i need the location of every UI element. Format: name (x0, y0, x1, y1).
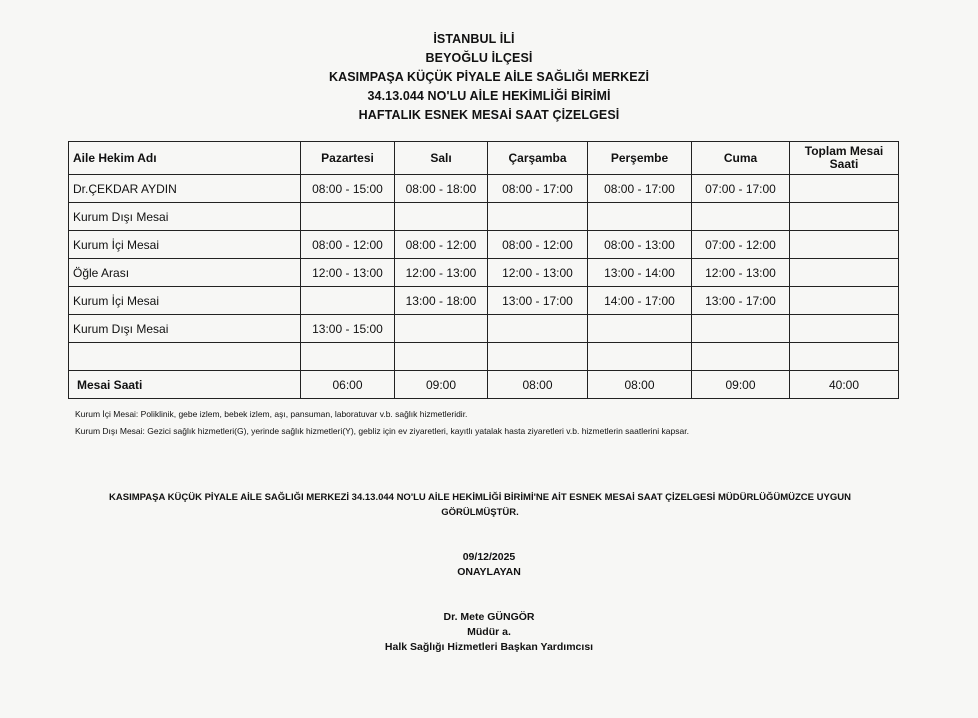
time-cell: 13:00 - 17:00 (488, 287, 588, 315)
time-cell (790, 259, 899, 287)
column-header: Perşembe (588, 142, 692, 175)
footnotes (75, 406, 689, 440)
approval-block (0, 550, 978, 580)
time-cell (301, 287, 395, 315)
time-cell (301, 343, 395, 371)
header-province: İSTANBUL İLİ (433, 32, 515, 46)
time-cell: 13:00 - 14:00 (588, 259, 692, 287)
table-row (69, 259, 899, 287)
time-cell (790, 175, 899, 203)
column-header: Aile Hekim Adı (69, 142, 301, 175)
header-district: BEYOĞLU İLÇESİ (425, 51, 533, 65)
time-cell: 08:00 - 17:00 (588, 175, 692, 203)
column-header: Salı (395, 142, 488, 175)
time-cell: 08:00 - 12:00 (395, 231, 488, 259)
time-cell: 08:00 - 12:00 (488, 231, 588, 259)
time-cell (588, 203, 692, 231)
time-cell (790, 287, 899, 315)
time-cell: 08:00 - 18:00 (395, 175, 488, 203)
table-row (69, 315, 899, 343)
time-cell (790, 231, 899, 259)
footnote-external: Kurum Dışı Mesai: Gezici sağlık hizmetleri(G), yerinde sağlık hizmetleri(Y), gebliz için ev ziyaretleri, kayıtlı yatalak hasta ziyaretleri v.b. hizmetlerin saatlerini kapsar. (75, 426, 689, 436)
time-cell: 12:00 - 13:00 (692, 259, 790, 287)
row-label: Kurum Dışı Mesai (69, 315, 301, 343)
table-row (69, 287, 899, 315)
time-cell: 08:00 - 13:00 (588, 231, 692, 259)
time-cell: 08:00 - 12:00 (301, 231, 395, 259)
row-label: Dr.ÇEKDAR AYDIN (69, 175, 301, 203)
row-label: Kurum Dışı Mesai (69, 203, 301, 231)
row-label: Kurum İçi Mesai (69, 287, 301, 315)
total-cell: 06:00 (301, 371, 395, 399)
time-cell: 12:00 - 13:00 (395, 259, 488, 287)
table-row (69, 203, 899, 231)
time-cell: 08:00 - 17:00 (488, 175, 588, 203)
time-cell: 07:00 - 17:00 (692, 175, 790, 203)
time-cell (790, 343, 899, 371)
total-cell: 40:00 (790, 371, 899, 399)
approver-label: ONAYLAYAN (457, 566, 521, 578)
footnote-internal: Kurum İçi Mesai: Poliklinik, gebe izlem, bebek izlem, aşı, pansuman, laboratuvar v.b. sağlık hizmetleridir. (75, 409, 468, 419)
total-cell: 09:00 (692, 371, 790, 399)
total-label: Mesai Saati (69, 371, 301, 399)
time-cell (488, 343, 588, 371)
time-cell (692, 315, 790, 343)
time-cell (395, 203, 488, 231)
row-label (69, 343, 301, 371)
table-header-row (69, 142, 899, 175)
row-label: Öğle Arası (69, 259, 301, 287)
time-cell (692, 343, 790, 371)
time-cell (588, 315, 692, 343)
signatory-block (0, 610, 978, 655)
document-header (0, 30, 978, 125)
time-cell (488, 203, 588, 231)
time-cell (488, 315, 588, 343)
schedule-table (68, 141, 899, 399)
time-cell (790, 315, 899, 343)
column-header: Toplam Mesai Saati (790, 142, 899, 175)
signatory-position: Halk Sağlığı Hizmetleri Başkan Yardımcısı (384, 641, 594, 653)
total-cell: 09:00 (395, 371, 488, 399)
approval-statement: KASIMPAŞA KÜÇÜK PİYALE AİLE SAĞLIĞI MERKEZİ 34.13.044 NO'LU AİLE HEKİMLİĞİ BİRİMİ'NE AİT ESNEK MESAİ SAAT ÇİZELGESİ MÜDÜRLÜĞÜMÜZCE UYGUN GÖRÜLMÜŞTÜR. (109, 492, 851, 518)
time-cell: 13:00 - 15:00 (301, 315, 395, 343)
time-cell (588, 343, 692, 371)
table-row (69, 343, 899, 371)
time-cell (395, 343, 488, 371)
signatory-title: Müdür a. (467, 626, 511, 638)
row-label: Kurum İçi Mesai (69, 231, 301, 259)
total-cell: 08:00 (488, 371, 588, 399)
time-cell: 13:00 - 17:00 (692, 287, 790, 315)
time-cell: 08:00 - 15:00 (301, 175, 395, 203)
header-health-center: KASIMPAŞA KÜÇÜK PİYALE AİLE SAĞLIĞI MERKEZİ (328, 70, 650, 84)
time-cell: 07:00 - 12:00 (692, 231, 790, 259)
column-header: Pazartesi (301, 142, 395, 175)
time-cell: 12:00 - 13:00 (488, 259, 588, 287)
time-cell (301, 203, 395, 231)
header-unit: 34.13.044 NO'LU AİLE HEKİMLİĞİ BİRİMİ (367, 89, 611, 103)
time-cell: 13:00 - 18:00 (395, 287, 488, 315)
column-header: Cuma (692, 142, 790, 175)
table-row (69, 231, 899, 259)
signatory-name: Dr. Mete GÜNGÖR (443, 611, 535, 623)
time-cell (692, 203, 790, 231)
total-cell: 08:00 (588, 371, 692, 399)
approval-date: 09/12/2025 (462, 551, 516, 563)
header-schedule-title: HAFTALIK ESNEK MESAİ SAAT ÇİZELGESİ (358, 108, 620, 122)
table-row (69, 175, 899, 203)
time-cell: 14:00 - 17:00 (588, 287, 692, 315)
total-row (69, 371, 899, 399)
column-header: Çarşamba (488, 142, 588, 175)
time-cell: 12:00 - 13:00 (301, 259, 395, 287)
time-cell (395, 315, 488, 343)
time-cell (790, 203, 899, 231)
